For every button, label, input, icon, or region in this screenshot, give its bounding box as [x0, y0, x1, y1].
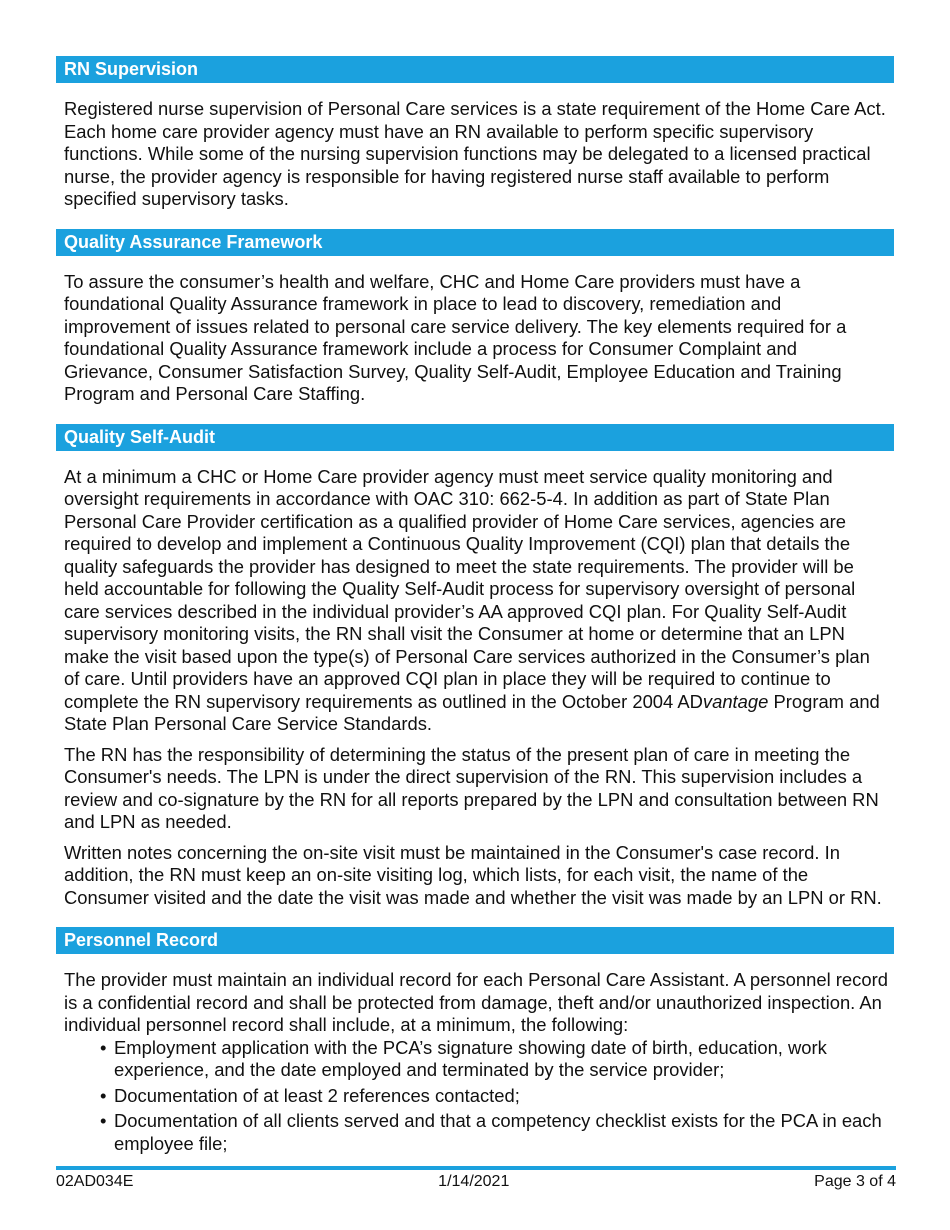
- paragraph: Written notes concerning the on-site visit must be maintained in the Consumer's case record. In addition, the RN must keep an on-site visiting log, which lists, for each visit, the name of the Consumer visited and the date the visit was made and whether the visit was made by an LPN or RN.: [64, 841, 882, 908]
- section-body: [56, 98, 894, 211]
- paragraph-text: Program and State Plan Personal Care Service Standards.: [64, 690, 880, 734]
- paragraph: The provider must maintain an individual record for each Personal Care Assistant. A personnel record is a confidential record and shall be protected from damage, theft and/or unauthorized inspection. An individual personnel record shall include, at a minimum, the following:: [64, 969, 888, 1035]
- document-page: [56, 56, 894, 1173]
- list-item: • Documentation of all clients served and that a competency checklist exists for the PCA in each employee file;: [106, 1110, 894, 1155]
- section-body: [56, 969, 894, 1037]
- paragraph: [64, 466, 888, 736]
- section-rn-supervision: [56, 56, 894, 211]
- list-item: • Documentation of at least 2 references contacted;: [106, 1085, 894, 1108]
- footer-date: 1/14/2021: [438, 1173, 510, 1190]
- paragraph: The RN has the responsibility of determining the status of the present plan of care in meeting the Consumer's needs. The LPN is under the direct supervision of the RN. This supervision includes a review and co-signature by the RN for all reports prepared by the LPN and consultation between RN and LPN as needed.: [64, 743, 879, 832]
- section-quality-self-audit: [56, 424, 894, 910]
- paragraph: Registered nurse supervision of Personal Care services is a state requirement of the Home Care Act. Each home care provider agency must have an RN available to perform specific supervisory functions. While some of the nursing supervision functions may be delegated to a licensed practical nurse, the provider agency is responsible for having registered nurse staff available to perform specified supervisory tasks.: [64, 98, 886, 209]
- paragraph: To assure the consumer’s health and welfare, CHC and Home Care providers must have a foundational Quality Assurance framework in place to lead to discovery, remediation and improvement of issues related to personal care service delivery. The key elements required for a foundational Quality Assurance framework include a process for Consumer Complaint and Grievance, Consumer Satisfaction Survey, Quality Self-Audit, Employee Education and Training Program and Personal Care Staffing.: [64, 270, 847, 404]
- section-header: Quality Self-Audit: [56, 424, 894, 451]
- footer-doc-code: 02AD034E: [56, 1173, 134, 1190]
- section-personnel-record: [56, 927, 894, 1155]
- paragraph-text: At a minimum a CHC or Home Care provider agency must meet service quality monitoring and oversight requirements in accordance with OAC 310: 662-5-4. In addition as part of State Plan Personal Care Provider certification as a qualified provider of Home Care services, agencies are required to develop and implement a Continuous Quality Improvement (CQI) plan that details the quality safeguards the provider has designed to meet the state requirements. The provider will be held accountable for following the Quality Self-Audit process for supervisory oversight of personal care services described in the individual provider’s AA approved CQI plan. For Quality Self-Audit supervisory monitoring visits, the RN shall visit the Consumer at home or determine that an LPN make the visit based upon the type(s) of Personal Care services authorized in the Consumer’s plan of care. Until providers have an approved CQI plan in place they will be required to continue to complete the RN supervisory requirements as outlined in the October 2004 AD: [64, 465, 870, 712]
- page-footer: [56, 1173, 896, 1191]
- section-header: RN Supervision: [56, 56, 894, 83]
- bullet-list: [56, 1037, 894, 1156]
- footer-page-number: Page 3 of 4: [814, 1173, 896, 1190]
- list-item: • Employment application with the PCA’s signature showing date of birth, education, work experience, and the date employed and terminated by the service provider;: [106, 1037, 894, 1082]
- italic-text: vantage: [702, 690, 769, 712]
- footer-rule: [56, 1166, 896, 1170]
- section-body: [56, 271, 894, 406]
- section-quality-assurance-framework: [56, 229, 894, 406]
- section-header: Personnel Record: [56, 927, 894, 954]
- section-header: Quality Assurance Framework: [56, 229, 894, 256]
- section-body: [56, 466, 894, 910]
